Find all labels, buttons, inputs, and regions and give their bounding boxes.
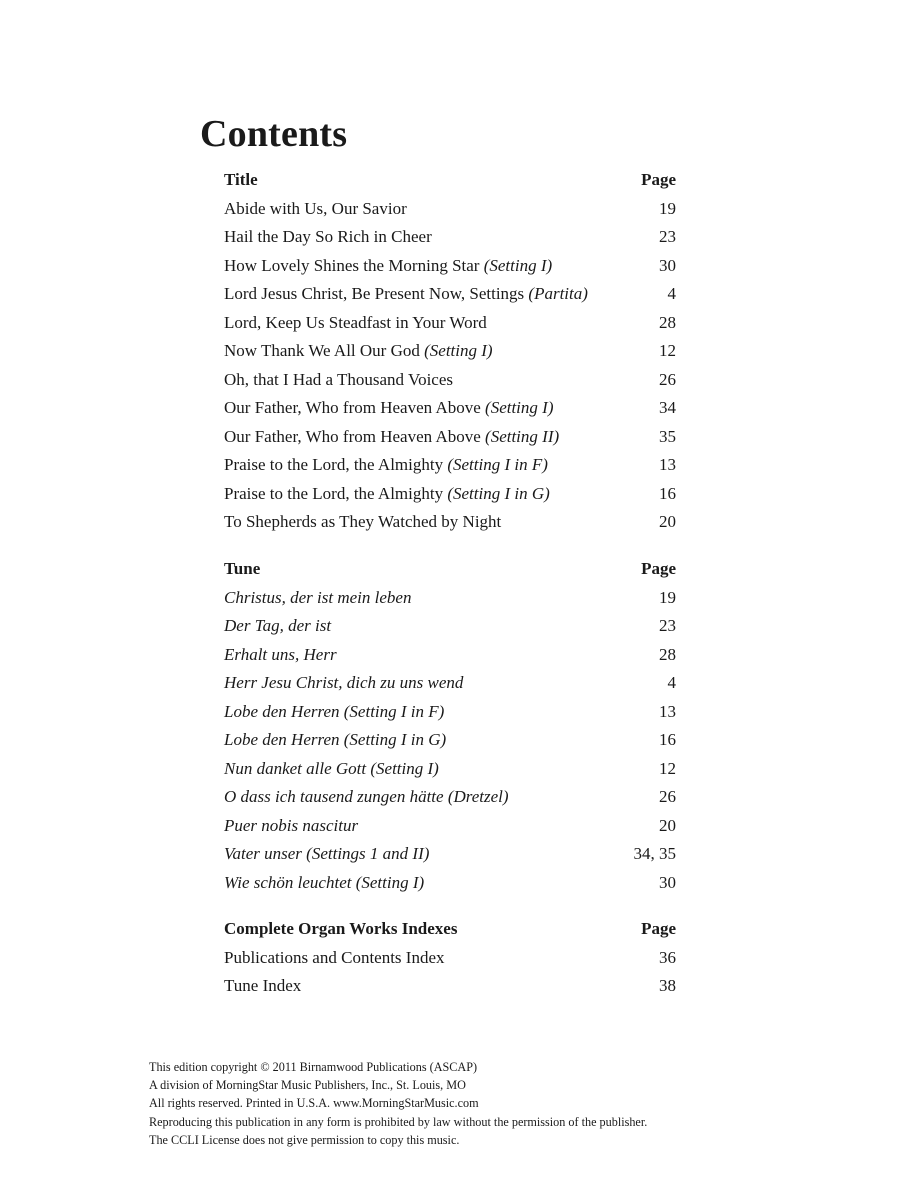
organ-works-index-header: [224, 919, 676, 948]
list-item: [224, 398, 676, 427]
copyright-footer: [149, 1058, 647, 1149]
list-item: [224, 227, 676, 256]
entry-title: Praise to the Lord, the Almighty: [224, 483, 444, 503]
entry-page: 34, 35: [633, 844, 676, 863]
entry-setting: (Setting I): [424, 341, 493, 360]
list-item: [224, 702, 676, 731]
list-item: [224, 512, 676, 541]
list-item: [224, 759, 676, 788]
page-title: Contents: [200, 113, 348, 155]
tune-name: O dass ich tausend zungen hätte (Dretzel): [224, 787, 509, 806]
list-item: [224, 341, 676, 370]
list-item: [224, 588, 676, 617]
entry-page: 35: [659, 426, 676, 446]
entry-page: 30: [659, 255, 676, 275]
entry-setting: (Setting I in G): [447, 483, 550, 503]
entry-page: 19: [659, 198, 676, 218]
entry-page: 34: [659, 398, 676, 417]
entry-page: 4: [667, 673, 676, 692]
entry-title: Lord Jesus Christ, Be Present Now, Settings: [224, 284, 525, 303]
entry-title: Praise to the Lord, the Almighty: [224, 455, 444, 474]
list-item: [224, 948, 676, 977]
list-item: [224, 816, 676, 845]
entry-page: 20: [659, 815, 676, 835]
column-header-indexes: Complete Organ Works Indexes: [224, 919, 458, 938]
list-item: [224, 256, 676, 285]
tune-index-header: [224, 559, 676, 588]
column-header-tune: Tune: [224, 559, 261, 578]
entry-title: Oh, that I Had a Thousand Voices: [224, 369, 453, 389]
entry-setting: (Partita): [528, 284, 588, 303]
entry-page: 30: [659, 872, 676, 892]
list-item: [224, 873, 676, 902]
ccli-notice: The CCLI License does not give permission to copy this music.: [149, 1132, 460, 1147]
entry-page: 4: [667, 284, 676, 303]
entry-setting: (Setting I in F): [447, 455, 548, 474]
tune-name: Nun danket alle Gott (Setting I): [224, 758, 439, 778]
tune-name: Lobe den Herren (Setting I in G): [224, 730, 447, 749]
tune-name: Erhalt uns, Herr: [224, 644, 337, 664]
list-item: [224, 199, 676, 228]
list-item: [224, 313, 676, 342]
entry-title: Hail the Day So Rich in Cheer: [224, 227, 432, 246]
entry-page: 23: [659, 616, 676, 635]
entry-title: Our Father, Who from Heaven Above: [224, 426, 481, 446]
entry-page: 38: [659, 976, 676, 995]
list-item: [224, 673, 676, 702]
tune-name: Wie schön leuchtet (Setting I): [224, 872, 425, 892]
entry-title: Abide with Us, Our Savior: [224, 198, 407, 218]
tune-name: Herr Jesu Christ, dich zu uns wend: [224, 673, 464, 692]
entry-title: Now Thank We All Our God: [224, 341, 420, 360]
entry-page: 23: [659, 227, 676, 246]
entry-setting: (Setting I): [485, 398, 554, 417]
tune-name: Der Tag, der ist: [224, 616, 332, 635]
entry-page: 36: [659, 947, 676, 967]
entry-page: 16: [659, 483, 676, 503]
entry-page: 13: [659, 455, 676, 474]
title-index: [224, 170, 676, 541]
list-item: [224, 370, 676, 399]
list-item: [224, 844, 676, 873]
entry-page: 26: [659, 787, 676, 806]
entry-setting: (Setting I): [483, 255, 553, 275]
tune-name: Christus, der ist mein leben: [224, 587, 412, 607]
list-item: [224, 787, 676, 816]
tune-index: [224, 559, 676, 901]
reproduction-notice: Reproducing this publication in any form is prohibited by law without the permission of the publisher.: [149, 1114, 648, 1129]
entry-title: How Lovely Shines the Morning Star: [224, 255, 480, 275]
entry-title: Lord, Keep Us Steadfast in Your Word: [224, 312, 487, 332]
list-item: [224, 616, 676, 645]
column-header-title: Title: [224, 170, 258, 189]
index-name: Tune Index: [224, 976, 302, 995]
entry-page: 13: [659, 701, 676, 721]
tune-name: Puer nobis nascitur: [224, 815, 359, 835]
column-header-page: Page: [641, 919, 676, 938]
organ-works-index: [224, 919, 676, 1005]
list-item: [224, 484, 676, 513]
list-item: [224, 427, 676, 456]
entry-setting: (Setting II): [485, 426, 560, 446]
copyright-line: This edition copyright © 2011 Birnamwood Publications (ASCAP): [149, 1060, 478, 1074]
list-item: [224, 976, 676, 1005]
tune-name: Vater unser (Settings 1 and II): [224, 844, 430, 863]
entry-page: 12: [659, 758, 676, 778]
index-name: Publications and Contents Index: [224, 947, 445, 967]
entry-page: 26: [659, 369, 676, 389]
list-item: [224, 730, 676, 759]
title-index-header: [224, 170, 676, 199]
entry-page: 28: [659, 312, 676, 332]
entry-page: 19: [659, 587, 676, 607]
column-header-page: Page: [641, 559, 676, 578]
list-item: [224, 284, 676, 313]
publisher-line: A division of MorningStar Music Publishers, Inc., St. Louis, MO: [149, 1078, 466, 1093]
entry-page: 28: [659, 644, 676, 664]
entry-page: 12: [659, 341, 676, 360]
list-item: [224, 645, 676, 674]
entry-title: To Shepherds as They Watched by Night: [224, 512, 502, 531]
entry-page: 20: [659, 512, 676, 531]
rights-line: All rights reserved. Printed in U.S.A. www.MorningStarMusic.com: [149, 1096, 479, 1111]
list-item: [224, 455, 676, 484]
entry-title: Our Father, Who from Heaven Above: [224, 398, 481, 417]
entry-page: 16: [659, 730, 676, 749]
column-header-page: Page: [641, 170, 676, 189]
tune-name: Lobe den Herren (Setting I in F): [224, 701, 445, 721]
